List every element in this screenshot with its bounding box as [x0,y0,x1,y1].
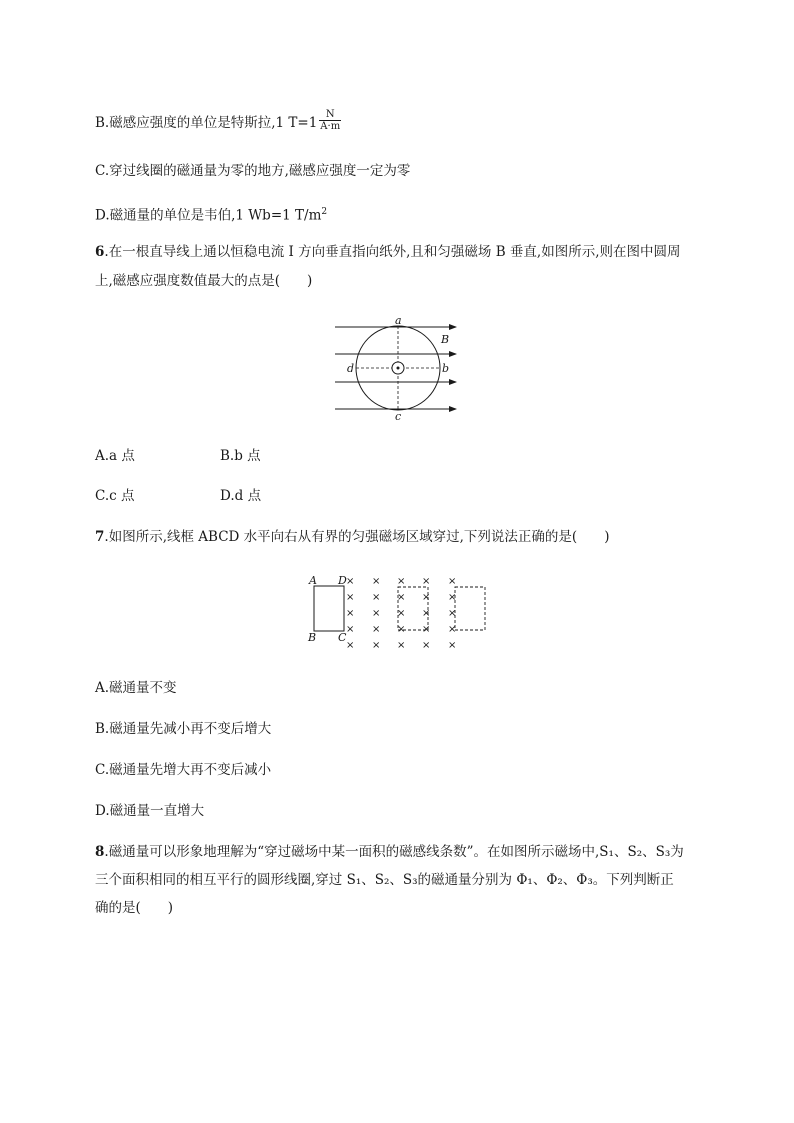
q6-option-d: D.d 点 [220,488,262,504]
svg-text:×: × [397,624,406,635]
magnetic-field-crosses [346,576,456,651]
label-d: d [347,362,355,375]
svg-text:×: × [346,608,355,619]
label-a: a [395,314,402,327]
q5-option-b-fraction [319,109,341,132]
q6-stem-line2: 上,磁感应强度数值最大的点是( ) [95,273,313,289]
q8-stem-line2: 三个面积相同的相互平行的圆形线圈,穿过 S₁、S₂、S₃的磁通量分别为 Φ₁、Φ₂、Φ₃。下列判断正 [95,872,674,888]
label-B: B [308,631,317,644]
svg-text:×: × [448,608,457,619]
q6-figure [330,312,465,422]
svg-text:×: × [397,608,406,619]
q5-option-b-text: B.磁感应强度的单位是特斯拉,1 T=1 [95,115,318,131]
svg-text:×: × [448,592,457,603]
label-A: A [309,574,317,587]
q6-option-b: B.b 点 [220,448,261,464]
q7-figure [305,568,495,653]
q5-option-b [95,109,341,135]
q7-number: 7 [95,529,105,545]
fraction-numerator: N [319,109,341,121]
q8-stem-line1 [95,842,684,862]
q7-option-d: D.磁通量一直增大 [95,803,205,819]
q7-text: .如图所示,线框 ABCD 水平向右从有界的匀强磁场区域穿过,下列说法正确的是( ) [104,529,610,545]
q7-option-a: A.磁通量不变 [95,680,177,696]
svg-text:×: × [372,640,381,651]
svg-text:×: × [448,624,457,635]
dashed-frame-2 [455,587,485,630]
q6-line1-text: .在一根直导线上通以恒稳电流 I 方向垂直指向纸外,且和匀强磁场 B 垂直,如图所示,则在图中圆周 [104,244,681,260]
q5-option-c: C.穿过线圈的磁通量为零的地方,磁感应强度一定为零 [95,163,411,179]
label-D: D [338,574,347,587]
label-c: c [395,410,402,422]
svg-text:×: × [372,608,381,619]
fraction-denominator: A·m [320,121,341,132]
svg-text:×: × [346,640,355,651]
label-C: C [338,631,347,644]
q8-line1-text: .磁通量可以形象地理解为“穿过磁场中某一面积的磁感线条数”。在如图所示磁场中,S₁、S₂、S₃为 [104,844,684,860]
svg-text:×: × [346,624,355,635]
svg-text:×: × [346,576,355,587]
q6-stem-line1 [95,242,681,262]
q5-option-d-text: D.磁通量的单位是韦伯,1 Wb=1 T/m [95,207,322,224]
q5-option-d [95,202,327,226]
label-B: B [441,333,450,346]
svg-text:×: × [372,624,381,635]
svg-text:×: × [372,576,381,587]
svg-text:×: × [372,592,381,603]
svg-text:×: × [448,640,457,651]
svg-text:×: × [422,624,431,635]
q8-number: 8 [95,844,105,860]
svg-text:×: × [397,640,406,651]
svg-text:×: × [397,576,406,587]
q7-option-b: B.磁通量先减小再不变后增大 [95,721,272,737]
q6-option-c: C.c 点 [95,488,135,504]
q6-number: 6 [95,244,105,260]
svg-text:×: × [422,576,431,587]
q5-option-d-superscript: 2 [321,207,328,217]
q7-stem [95,527,609,547]
q7-option-c: C.磁通量先增大再不变后减小 [95,762,272,778]
svg-text:×: × [422,640,431,651]
svg-text:×: × [448,576,457,587]
q8-stem-line3: 确的是( ) [95,900,174,916]
svg-text:×: × [422,592,431,603]
svg-text:×: × [346,592,355,603]
svg-text:×: × [397,592,406,603]
frame-abcd [314,586,344,631]
q6-option-a: A.a 点 [95,448,135,464]
svg-text:×: × [422,608,431,619]
label-b: b [442,362,450,375]
